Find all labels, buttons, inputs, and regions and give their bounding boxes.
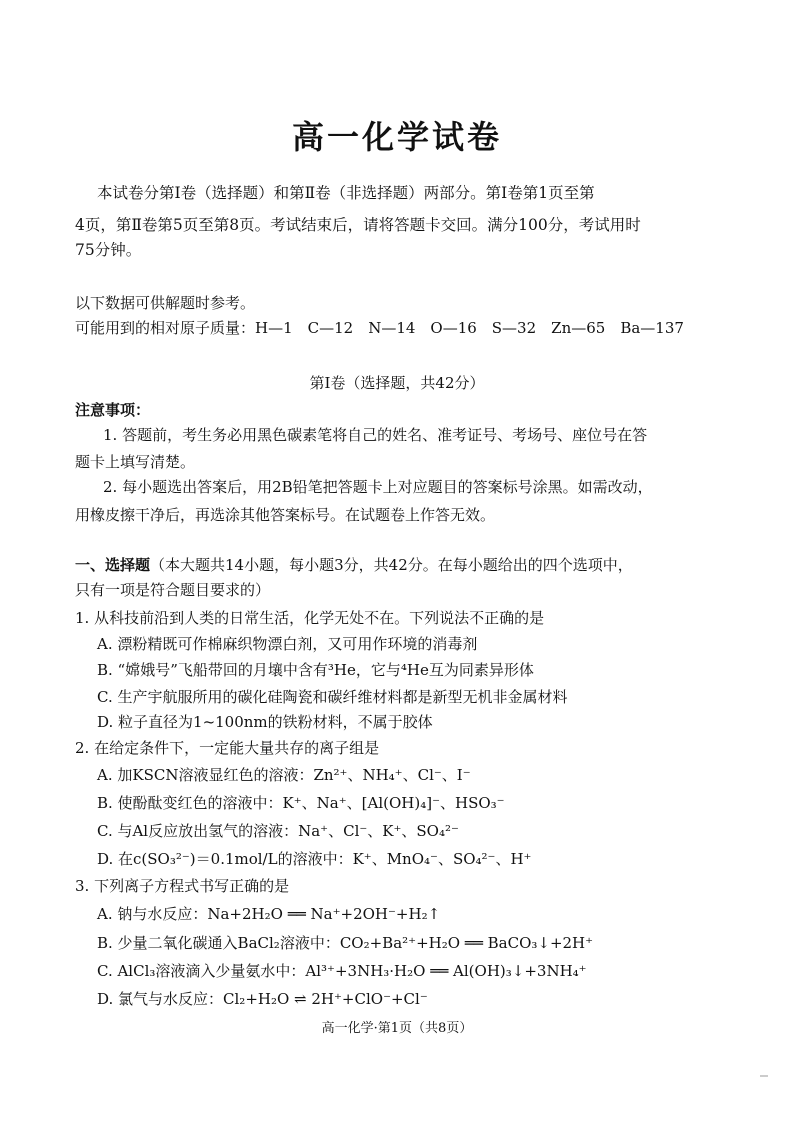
question-1-option-d: D. 粒子直径为1~100nm的铁粉材料，不属于胶体	[97, 713, 433, 731]
data-note: 以下数据可供解题时参考。	[75, 294, 256, 312]
question-2-option-b: B. 使酚酞变红色的溶液中：K⁺、Na⁺、[Al(OH)₄]⁻、HSO₃⁻	[97, 794, 505, 812]
question-3-option-b: B. 少量二氧化碳通入BaCl₂溶液中：CO₂+Ba²⁺+H₂O ══ BaCO₃↓+2H⁺	[97, 934, 594, 952]
notice-line-3: 2. 每小题选出答案后，用2B铅笔把答题卡上对应题目的答案标号涂黑。如需改动，	[103, 478, 653, 496]
question-3-stem: 3. 下列离子方程式书写正确的是	[75, 877, 290, 895]
page-title: 高一化学试卷	[291, 118, 502, 156]
part-1-header	[75, 555, 633, 575]
page-footer: 高一化学·第1页（共8页）	[321, 1021, 473, 1036]
question-2-option-c: C. 与Al反应放出氢气的溶液：Na⁺、Cl⁻、K⁺、SO₄²⁻	[97, 822, 459, 840]
notice-line-2: 题卡上填写清楚。	[75, 453, 196, 471]
question-2-stem: 2. 在给定条件下，一定能大量共存的离子组是	[75, 739, 380, 757]
question-3-option-d: D. 氯气与水反应：Cl₂+H₂O ⇌ 2H⁺+ClO⁻+Cl⁻	[97, 990, 428, 1008]
part-1-desc-2: 只有一项是符合题目要求的）	[75, 581, 271, 599]
part-1-desc-1: （本大题共14小题，每小题3分，共42分。在每小题给出的四个选项中，	[150, 556, 633, 574]
question-2-option-a: A. 加KSCN溶液显红色的溶液：Zn²⁺、NH₄⁺、Cl⁻、I⁻	[97, 766, 471, 784]
scan-speck	[760, 1075, 768, 1077]
section-1-title: 第Ⅰ卷（选择题，共42分）	[309, 374, 485, 392]
question-1-stem: 1. 从科技前沿到人类的日常生活，化学无处不在。下列说法不正确的是	[75, 609, 545, 627]
notice-title: 注意事项：	[75, 401, 151, 419]
part-1-heading: 一、选择题	[75, 556, 151, 574]
question-3-option-a: A. 钠与水反应：Na+2H₂O ══ Na⁺+2OH⁻+H₂↑	[97, 905, 441, 923]
question-3-option-c: C. AlCl₃溶液滴入少量氨水中：Al³⁺+3NH₃·H₂O ══ Al(OH)₃↓+3NH₄⁺	[97, 962, 587, 980]
question-1-option-c: C. 生产宇航服所用的碳化硅陶瓷和碳纤维材料都是新型无机非金属材料	[97, 688, 568, 706]
question-1-option-b: B. “嫦娥号”飞船带回的月壤中含有³He，它与⁴He互为同素异形体	[97, 661, 534, 679]
atomic-mass-line: 可能用到的相对原子质量：H—1 C—12 N—14 O—16 S—32 Zn—65 Ba—137	[75, 319, 684, 337]
notice-line-4: 用橡皮擦干净后，再选涂其他答案标号。在试题卷上作答无效。	[75, 506, 496, 524]
question-2-option-d: D. 在c(SO₃²⁻)＝0.1mol/L的溶液中：K⁺、MnO₄⁻、SO₄²⁻、H⁺	[97, 850, 532, 868]
intro-line-3: 75分钟。	[75, 241, 142, 259]
intro-line-2: 4页，第Ⅱ卷第5页至第8页。考试结束后，请将答题卡交回。满分100分，考试用时	[75, 216, 641, 234]
question-1-option-a: A. 漂粉精既可作棉麻织物漂白剂，又可用作环境的消毒剂	[97, 635, 478, 653]
notice-line-1: 1. 答题前，考生务必用黑色碳素笔将自己的姓名、准考证号、考场号、座位号在答	[103, 426, 648, 444]
intro-line-1: 本试卷分第Ⅰ卷（选择题）和第Ⅱ卷（非选择题）两部分。第Ⅰ卷第1页至第	[97, 184, 595, 202]
